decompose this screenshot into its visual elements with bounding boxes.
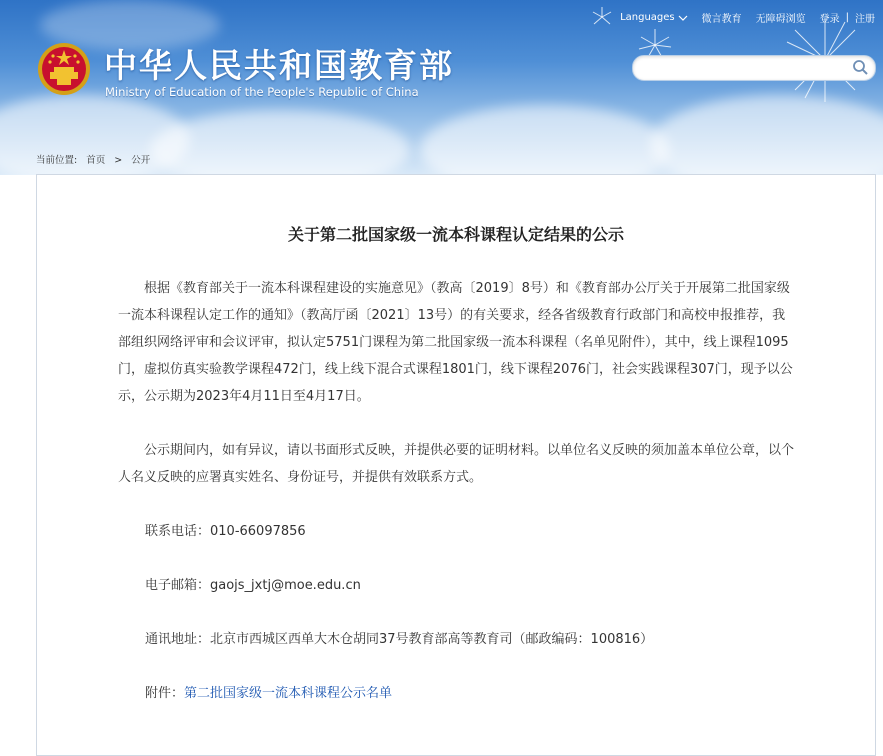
breadcrumb-home[interactable]: 首页 bbox=[86, 155, 106, 166]
site-title-cn[interactable]: 中华人民共和国教育部 bbox=[104, 46, 454, 85]
register-link[interactable]: 注册 bbox=[855, 14, 875, 25]
header-banner bbox=[0, 0, 883, 175]
top-links bbox=[606, 10, 875, 25]
login-link[interactable]: 登录 bbox=[819, 14, 840, 25]
attachment-line bbox=[145, 682, 392, 701]
chevron-down-icon bbox=[678, 14, 688, 22]
article-title: 关于第二批国家级一流本科课程认定结果的公示 bbox=[287, 225, 624, 244]
paragraph-basis: 根据《教育部关于一流本科课程建设的实施意见》（教高〔2019〕8号）和《教育部办公厅关于开展第二批国家级一流本科课程认定工作的通知》（教高厅函〔2021〕13号）的有关要求，经各省级教育行政部门和高校申报推荐，我部组织网络评审和会议评审，拟认定5751门课程为第二批国家级一流本科课程（名单见附件），其中，线上课程1095门，虚拟仿真实验教学课程472门，线上线下混合式课程1801门，线下课程2076门，社会实践课程307门，现予以公示，公示期为2023年4月11日至4月17日。 bbox=[118, 281, 793, 404]
article-body bbox=[118, 275, 796, 491]
search-input[interactable] bbox=[643, 56, 852, 80]
contact-phone: 联系电话：010-66097856 bbox=[145, 524, 306, 539]
contact-address: 通讯地址：北京市西城区西单大木仓胡同37号教育部高等教育司（邮政编码：100816） bbox=[145, 632, 654, 647]
national-emblem-icon[interactable] bbox=[37, 42, 91, 96]
weibo-link[interactable]: 微言教育 bbox=[701, 14, 742, 25]
breadcrumb bbox=[36, 152, 156, 166]
paragraph-objection: 公示期间内，如有异议，请以书面形式反映，并提供必要的证明材料。以单位名义反映的须加盖本单位公章，以个人名义反映的应署真实姓名、身份证号，并提供有效联系方式。 bbox=[118, 443, 795, 485]
accessibility-link[interactable]: 无障碍浏览 bbox=[755, 14, 806, 25]
search-box bbox=[632, 55, 876, 81]
breadcrumb-separator: > bbox=[114, 155, 123, 166]
cloud-decoration bbox=[420, 105, 670, 175]
attachment-label: 附件： bbox=[145, 686, 185, 701]
languages-dropdown[interactable] bbox=[620, 12, 688, 23]
breadcrumb-current[interactable]: 公开 bbox=[131, 155, 151, 166]
separator: | bbox=[845, 12, 849, 23]
search-icon[interactable] bbox=[852, 59, 869, 76]
cloud-decoration bbox=[150, 110, 410, 175]
breadcrumb-label: 当前位置: bbox=[36, 155, 78, 166]
article-container bbox=[36, 174, 876, 756]
site-title-en: Ministry of Education of the People's Republic of China bbox=[105, 85, 419, 99]
attachment-link[interactable]: 第二批国家级一流本科课程公示名单 bbox=[184, 686, 393, 701]
languages-label: Languages bbox=[620, 12, 675, 23]
contact-email: 电子邮箱：gaojs_jxtj@moe.edu.cn bbox=[145, 578, 361, 593]
